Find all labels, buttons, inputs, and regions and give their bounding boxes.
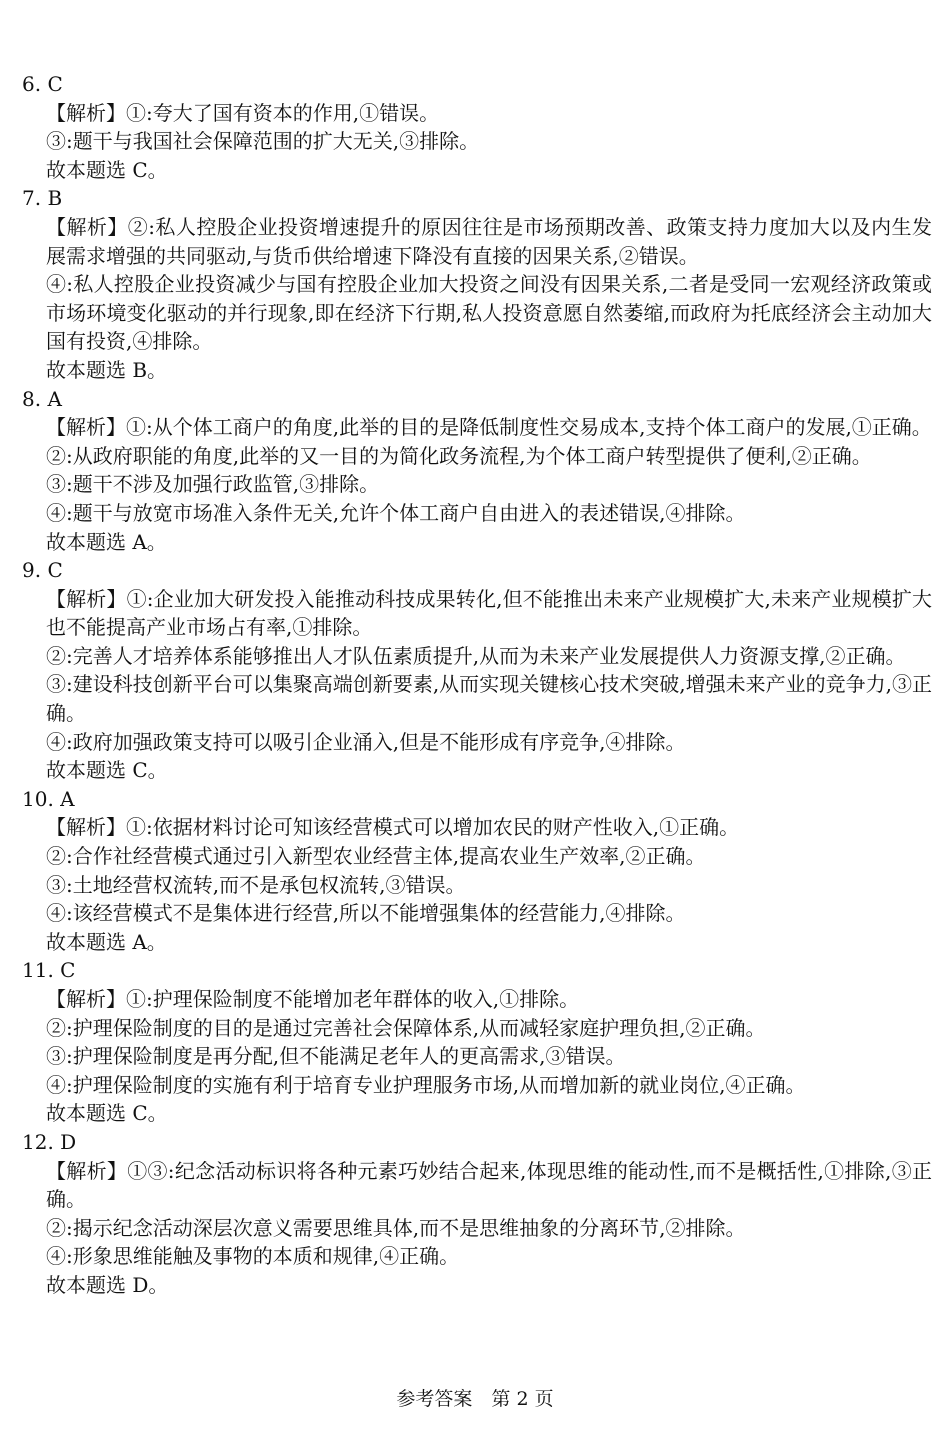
question-number: 11. C bbox=[22, 958, 76, 983]
conclusion-line: 故本题选 A。 bbox=[46, 929, 167, 954]
question-7 bbox=[22, 184, 932, 384]
question-number: 12. D bbox=[22, 1129, 77, 1154]
question-number: 10. A bbox=[22, 786, 75, 811]
question-number: 7. B bbox=[22, 186, 63, 211]
question-8 bbox=[22, 385, 932, 557]
question-6 bbox=[22, 70, 932, 184]
analysis-line: ④:政府加强政策支持可以吸引企业涌入,但是不能形成有序竞争,④排除。 bbox=[46, 729, 686, 754]
analysis-line: ③:土地经营权流转,而不是承包权流转,③错误。 bbox=[46, 872, 466, 897]
question-number: 9. C bbox=[22, 558, 63, 583]
analysis-line: ④:私人控股企业投资减少与国有控股企业加大投资之间没有因果关系,二者是受同一宏观经济政策或市场环境变化驱动的并行现象,即在经济下行期,私人投资意愿自然萎缩,而政府为托底经济会主动加大国有投资,④排除。 bbox=[46, 272, 932, 354]
analysis-line: ②:护理保险制度的目的是通过完善社会保障体系,从而减轻家庭护理负担,②正确。 bbox=[46, 1015, 766, 1040]
analysis-line: ②:从政府职能的角度,此举的又一目的为简化政务流程,为个体工商户转型提供了便利,②正确。 bbox=[46, 443, 872, 468]
conclusion-line: 故本题选 C。 bbox=[46, 157, 168, 182]
analysis-line: ②:合作社经营模式通过引入新型农业经营主体,提高农业生产效率,②正确。 bbox=[46, 844, 706, 869]
analysis-line: 【解析】①③:纪念活动标识将各种元素巧妙结合起来,体现思维的能动性,而不是概括性,①排除,③正确。 bbox=[46, 1158, 932, 1212]
analysis-line: ②:完善人才培养体系能够推出人才队伍素质提升,从而为未来产业发展提供人力资源支撑,②正确。 bbox=[46, 643, 906, 668]
question-12 bbox=[22, 1128, 932, 1300]
conclusion-line: 故本题选 B。 bbox=[46, 357, 168, 382]
analysis-line: 【解析】①:依据材料讨论可知该经营模式可以增加农民的财产性收入,①正确。 bbox=[46, 815, 740, 840]
page-footer: 参考答案 第 2 页 bbox=[396, 1388, 554, 1410]
answer-document bbox=[22, 70, 932, 1300]
conclusion-line: 故本题选 C。 bbox=[46, 1101, 168, 1126]
analysis-line: 【解析】①:护理保险制度不能增加老年群体的收入,①排除。 bbox=[46, 987, 580, 1011]
conclusion-line: 故本题选 C。 bbox=[46, 758, 168, 783]
question-number: 6. C bbox=[22, 72, 63, 96]
analysis-line: ④:形象思维能触及事物的本质和规律,④正确。 bbox=[46, 1244, 460, 1269]
analysis-line: 【解析】①:夸大了国有资本的作用,①错误。 bbox=[46, 100, 440, 125]
conclusion-line: 故本题选 D。 bbox=[46, 1272, 169, 1297]
analysis-line: ④:护理保险制度的实施有利于培育专业护理服务市场,从而增加新的就业岗位,④正确。 bbox=[46, 1072, 806, 1097]
analysis-line: 【解析】②:私人控股企业投资增速提升的原因往往是市场预期改善、政策支持力度加大以及内生发展需求增强的共同驱动,与货币供给增速下降没有直接的因果关系,②错误。 bbox=[46, 214, 932, 268]
analysis-line: ②:揭示纪念活动深层次意义需要思维具体,而不是思维抽象的分离环节,②排除。 bbox=[46, 1215, 746, 1240]
analysis-line: ③:建设科技创新平台可以集聚高端创新要素,从而实现关键核心技术突破,增强未来产业的竞争力,③正确。 bbox=[46, 672, 932, 726]
analysis-line: ④:题干与放宽市场准入条件无关,允许个体工商户自由进入的表述错误,④排除。 bbox=[46, 500, 746, 525]
analysis-line: ③:护理保险制度是再分配,但不能满足老年人的更高需求,③错误。 bbox=[46, 1044, 626, 1069]
analysis-line: 【解析】①:从个体工商户的角度,此举的目的是降低制度性交易成本,支持个体工商户的发展,①正确。 bbox=[46, 415, 932, 440]
analysis-line: ③:题干不涉及加强行政监管,③排除。 bbox=[46, 472, 380, 497]
question-number: 8. A bbox=[22, 386, 62, 411]
analysis-line: ④:该经营模式不是集体进行经营,所以不能增强集体的经营能力,④排除。 bbox=[46, 901, 686, 926]
analysis-line: ③:题干与我国社会保障范围的扩大无关,③排除。 bbox=[46, 129, 480, 154]
analysis-line: 【解析】①:企业加大研发投入能推动科技成果转化,但不能推出未来产业规模扩大,未来产业规模扩大也不能提高产业市场占有率,①排除。 bbox=[46, 586, 932, 640]
question-10 bbox=[22, 785, 932, 957]
question-11 bbox=[22, 956, 932, 1128]
question-9 bbox=[22, 556, 932, 785]
conclusion-line: 故本题选 A。 bbox=[46, 529, 167, 554]
